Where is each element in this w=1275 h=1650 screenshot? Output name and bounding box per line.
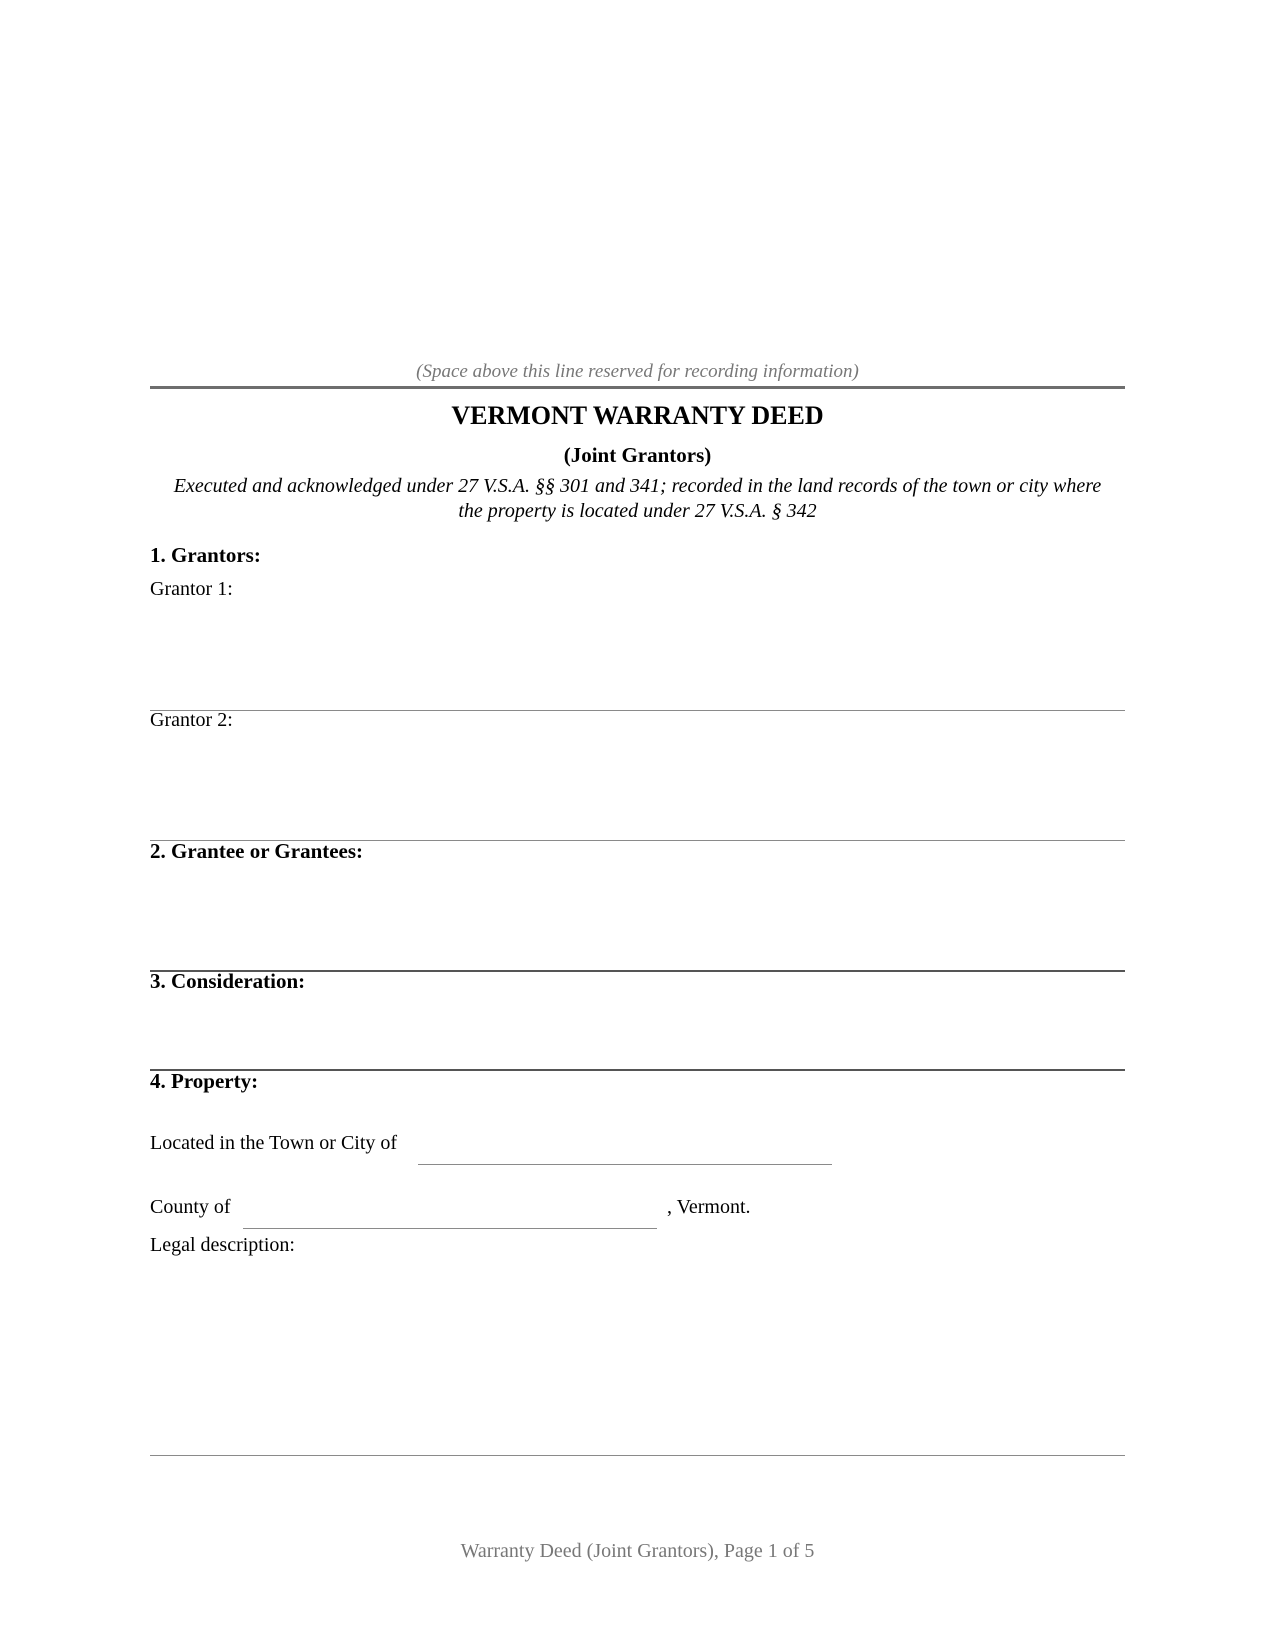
document-subtitle: (Joint Grantors) bbox=[563, 443, 712, 467]
grantees-heading: 2. Grantee or Grantees: bbox=[150, 839, 364, 863]
county-label: County of bbox=[150, 1196, 231, 1218]
recording-reserved-note: (Space above this line reserved for recording information) bbox=[416, 361, 859, 382]
grantor-1-label: Grantor 1: bbox=[150, 578, 233, 600]
consideration-field[interactable] bbox=[150, 1069, 1125, 1071]
property-heading: 4. Property: bbox=[150, 1069, 259, 1093]
town-label: Located in the Town or City of bbox=[150, 1132, 398, 1154]
statute-line-2: the property is located under 27 V.S.A. § 342 bbox=[458, 500, 817, 522]
statute-reference bbox=[150, 474, 1125, 524]
county-field[interactable] bbox=[243, 1228, 657, 1229]
town-field[interactable] bbox=[418, 1164, 832, 1165]
statute-line-1: Executed and acknowledged under 27 V.S.A. §§ 301 and 341; recorded in the land records of the town or city where bbox=[173, 475, 1102, 497]
consideration-heading: 3. Consideration: bbox=[150, 969, 306, 993]
page-footer: Warranty Deed (Joint Grantors), Page 1 of 5 bbox=[460, 1540, 815, 1562]
legal-description-field[interactable] bbox=[150, 1455, 1125, 1456]
grantors-heading: 1. Grantors: bbox=[150, 543, 261, 567]
grantor-2-label: Grantor 2: bbox=[150, 709, 233, 731]
legal-description-label: Legal description: bbox=[150, 1234, 295, 1256]
state-suffix: , Vermont. bbox=[667, 1196, 751, 1218]
grantor-1-field[interactable] bbox=[150, 710, 1125, 711]
recording-divider bbox=[150, 386, 1125, 389]
document-title: VERMONT WARRANTY DEED bbox=[451, 401, 824, 430]
